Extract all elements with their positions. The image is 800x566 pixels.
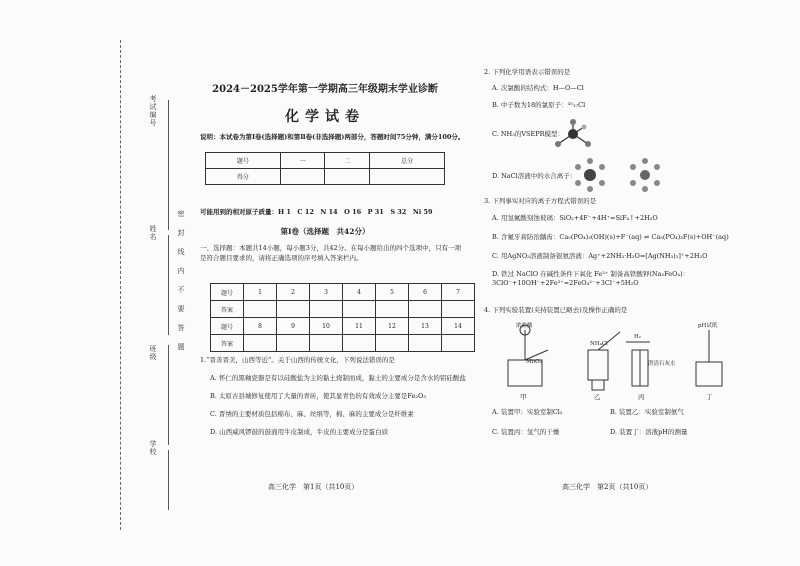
answer-cell[interactable] [310,301,343,318]
answer-row-label: 答案 [211,335,244,352]
label-nh4cl: NH₄Cl [590,341,608,347]
question-number: 13 [409,318,442,335]
q4-stem: 4. 下列实验装置(夹持装置已略去)及操作正确的是 [484,306,628,314]
school-label: 学校 [149,440,157,456]
score-cell[interactable] [370,169,445,185]
q1-option-c: C. 晋绣的主要材质包括棉布、麻、丝绢等，棉、麻的主要成分是纤维素 [210,410,414,418]
answer-cell[interactable] [409,335,442,352]
atomic-masses: 可能用到的相对原子质量：H 1 C 12 N 14 O 16 P 31 S 32 Ni 59 [200,208,433,216]
q2-stem: 2. 下列化学用语表示错误的是 [484,68,571,76]
class-line [168,345,169,445]
q4-option-c: C. 装置丙：氢气的干燥 [492,428,560,436]
label-h2: H₂ [634,334,642,340]
question-number: 6 [409,284,442,301]
name-label: 姓名 [149,225,157,241]
q2-option-a: A. 次氯酸的结构式：H—O—Cl [492,84,584,92]
answer-row-label: 答案 [211,301,244,318]
nh3-vsepr-model-icon [548,118,598,150]
name-line [168,235,169,335]
question-number: 4 [343,284,376,301]
label-conc-hcl: 浓盐酸 [516,323,533,329]
answer-cell[interactable] [409,301,442,318]
section1-intro: 一、选择题：本题共14小题，每小题3分，共42分。在每小题给出的四个选项中，只有一项是符合题目要求的，请将正确选项的序号填入答案栏内。 [200,244,462,262]
question-number: 7 [442,284,475,301]
q4-option-b: B. 装置乙：实验室制氨气 [610,408,684,416]
q3-option-b: B. 含氟牙膏防治龋齿：Ca₅(PO₄)₃(OH)(s)+F⁻(aq) ⇌ Ca₅(PO₄)₃F(s)+OH⁻(aq) [492,233,729,241]
question-number: 1 [244,284,277,301]
answer-cell[interactable] [376,301,409,318]
score-header-cell: 总分 [370,153,445,169]
answer-cell[interactable] [343,335,376,352]
question-number: 11 [343,318,376,335]
score-table [205,152,445,185]
fig-label-bing: 丙 [638,393,645,401]
hydrated-ions-icon [565,155,675,195]
answer-cell[interactable] [310,335,343,352]
answer-row-label: 题号 [211,318,244,335]
q1-stem: 1.“晋善晋美，山西等近”。关于山西的传统文化，下列说法错误的是 [200,356,395,364]
q3-stem: 3. 下列事实对应的离子方程式错误的是 [484,197,597,205]
score-cell[interactable] [325,169,370,185]
answer-cell[interactable] [244,301,277,318]
label-mno2: MnO₂ [526,359,542,365]
question-number: 12 [376,318,409,335]
question-number: 3 [310,284,343,301]
q2-option-d: D. NaCl溶液中的水合离子： [492,172,577,180]
label-ph-paper: pH试纸 [698,323,718,329]
score-cell[interactable] [280,169,325,185]
fig-label-jia: 甲 [520,393,527,401]
seal-line [120,40,123,530]
q1-option-b: B. 太原古县城修复使用了大量的青砖，使其显青色的有效成分主要是Fe₂O₃ [210,392,426,400]
answer-table [210,283,475,352]
answer-cell[interactable] [442,335,475,352]
answer-cell[interactable] [277,301,310,318]
answer-cell[interactable] [343,301,376,318]
q2-option-b: B. 中子数为18的氯原子：³⁵₁₇Cl [492,101,586,109]
q4-option-d: D. 装置丁：溶液pH的测量 [610,428,688,436]
label-limewater: 澄清石灰水 [648,361,676,367]
exam-number-line [168,100,169,230]
question-number: 9 [277,318,310,335]
footer-right: 高三化学 第2页（共10页） [562,483,653,491]
exam-number-label: 考试编号 [149,95,157,127]
q3-option-c: C. 用AgNO₃溶液制备银氨溶液：Ag⁺+2NH₃·H₂O=[Ag(NH₃)₂]⁺+2H₂O [492,252,708,260]
instructions: 说明：本试卷为第Ⅰ卷(选择题)和第Ⅱ卷(非选择题)两部分，答题时间75分钟，满分100分。 [200,133,465,141]
score-header-cell: 二 [325,153,370,169]
school-line [168,450,169,510]
score-header-cell: 一 [280,153,325,169]
question-number: 10 [310,318,343,335]
footer-left: 高三化学 第1页（共10页） [268,483,359,491]
q3-option-d: D. 铁过 NaClO 在碱性条件下氧化 Fe³⁺ 制备高铁酸钾(Na₂FeO₄)：3ClO⁻+10OH⁻+2Fe³⁺=2FeO₄²⁻+3Cl⁻+5H₂O [492,270,690,287]
question-number: 5 [376,284,409,301]
class-label: 班级 [149,345,157,361]
q4-option-a: A. 装置甲：实验室制Cl₂ [492,408,563,416]
answer-row-label: 题号 [211,284,244,301]
answer-cell[interactable] [277,335,310,352]
seal-line-text: 密封线内不要答题 [177,210,185,362]
score-header-cell: 题号 [206,153,281,169]
q3-option-a: A. 用氢氟酸刻蚀玻璃：SiO₂+4F⁻+4H⁺=SiF₄↑+2H₂O [492,214,658,222]
question-number: 8 [244,318,277,335]
fig-label-ding: 丁 [706,393,713,401]
score-row-label: 得分 [206,169,281,185]
answer-cell[interactable] [442,301,475,318]
exam-title: 2024－2025学年第一学期高三年级期末学业诊断 [212,84,438,95]
subject-title: 化学试卷 [285,109,365,125]
q2-option-c: C. NH₃的VSEPR模型： [492,130,564,138]
question-number: 2 [277,284,310,301]
q1-option-a: A. 怀仁的黑釉瓷器是有以硅酸盐为主的黏土烧制而成，黏土的主要成分是含水的铝硅酸盐 [210,374,466,382]
q1-option-d: D. 山西威风锣鼓的鼓面用牛皮制成，牛皮的主要成分是蛋白质 [210,428,389,436]
fig-label-yi: 乙 [594,393,601,401]
section1-title: 第Ⅰ卷（选择题 共42分） [280,227,370,236]
answer-cell[interactable] [244,335,277,352]
question-number: 14 [442,318,475,335]
answer-cell[interactable] [376,335,409,352]
